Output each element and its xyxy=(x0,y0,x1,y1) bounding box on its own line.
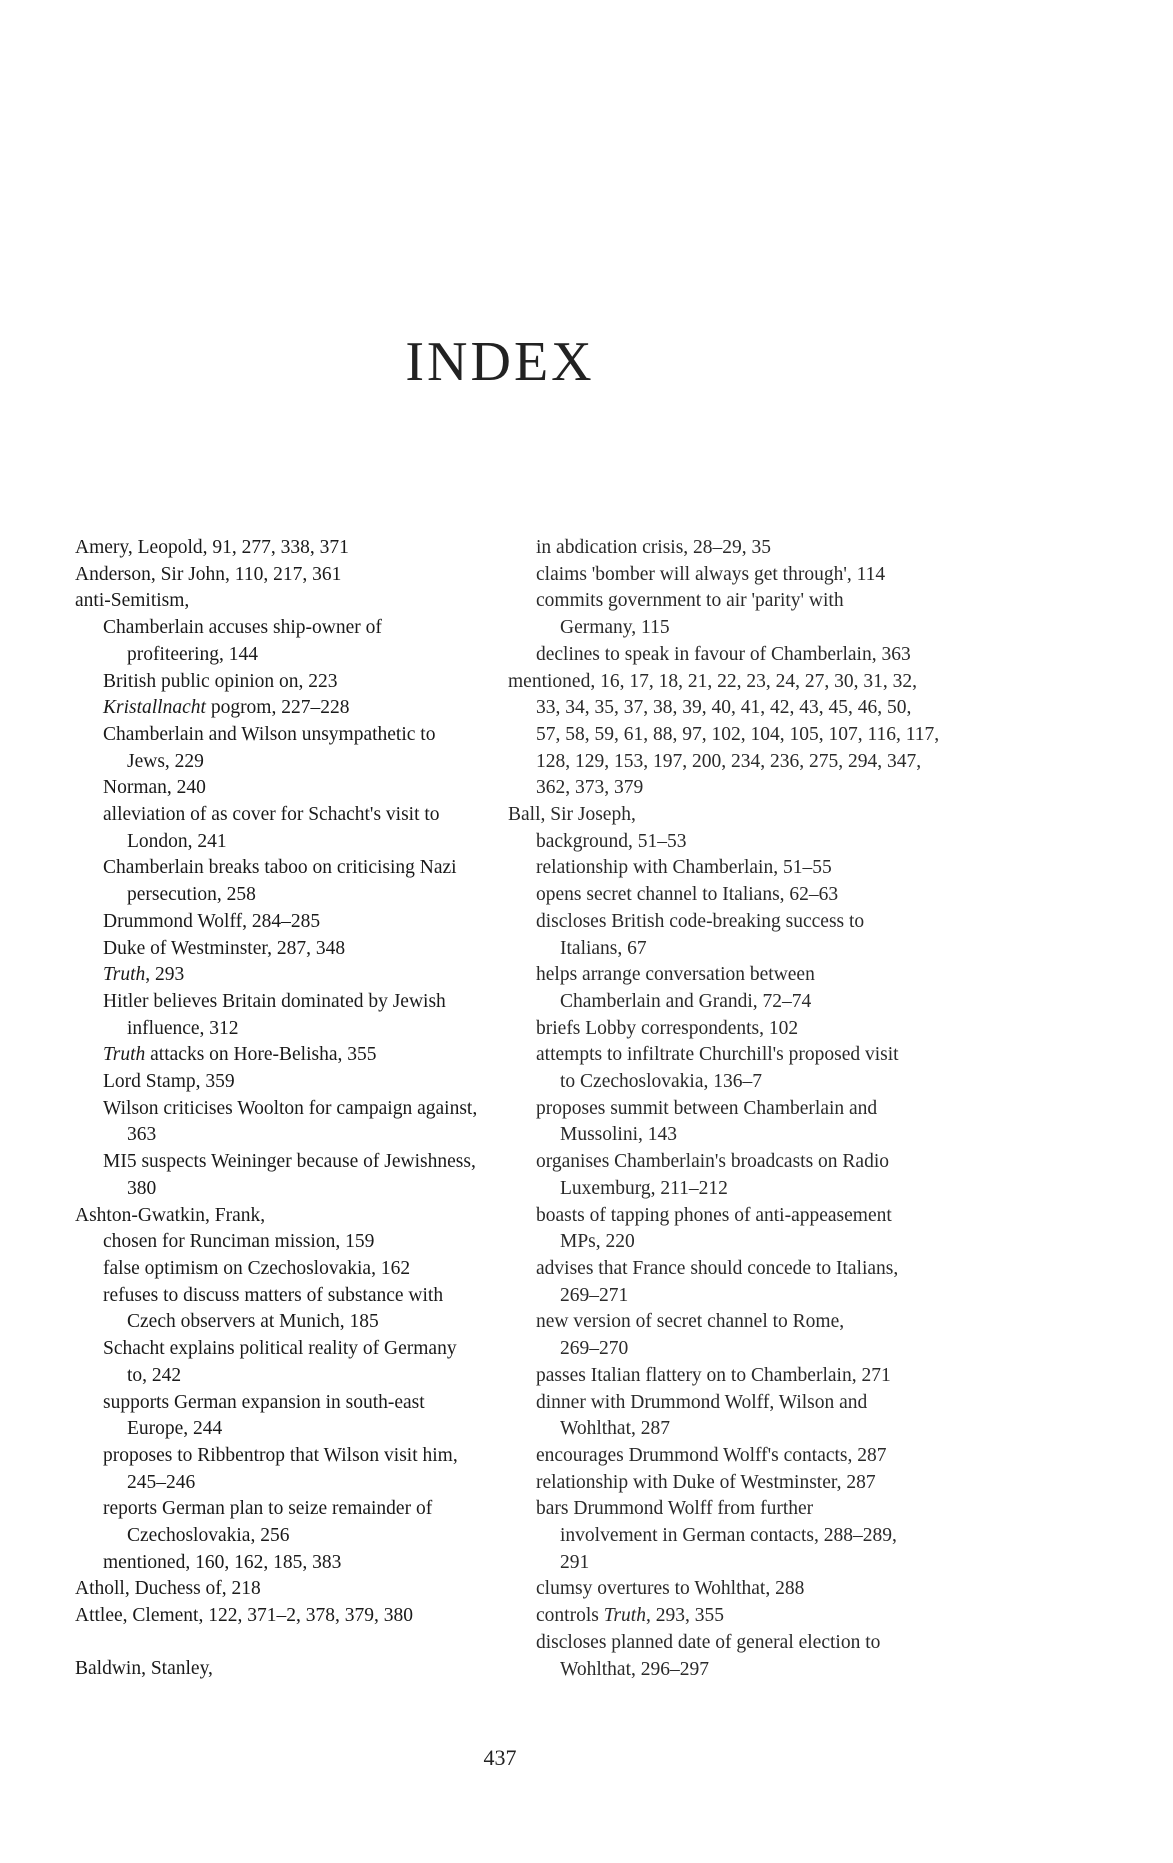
index-subentry: 363 xyxy=(127,1124,157,1146)
index-subentry: 380 xyxy=(127,1177,157,1199)
index-subentry: proposes to Ribbentrop that Wilson visit him, xyxy=(103,1444,458,1466)
index-subentry: Wohlthat, 296–297 xyxy=(560,1658,710,1680)
index-subentry: influence, 312 xyxy=(127,1017,239,1039)
index-subentry: claims 'bomber will always get through', 114 xyxy=(536,563,886,585)
index-headword: Anderson, Sir John, 110, 217, 361 xyxy=(75,563,342,585)
index-subentry: Chamberlain breaks taboo on criticising Nazi xyxy=(103,857,457,879)
index-subentry: relationship with Duke of Westminster, 287 xyxy=(536,1471,876,1493)
index-headword: Baldwin, Stanley, xyxy=(75,1657,213,1679)
index-subentry: chosen for Runciman mission, 159 xyxy=(103,1231,375,1253)
index-subentry: Truth, 293 xyxy=(103,964,185,986)
italic-title: Truth xyxy=(603,1605,646,1627)
index-headword: anti-Semitism, xyxy=(75,590,190,612)
index-subentry: in abdication crisis, 28–29, 35 xyxy=(536,537,772,558)
index-subentry: bars Drummond Wolff from further xyxy=(536,1498,814,1520)
index-subentry: new version of secret channel to Rome, xyxy=(536,1311,845,1333)
italic-title: Truth xyxy=(103,964,146,986)
index-headword: Ashton-Gwatkin, Frank, xyxy=(75,1204,266,1226)
index-headword: Ball, Sir Joseph, xyxy=(508,804,636,826)
italic-title: Truth xyxy=(103,1044,146,1066)
index-subentry: Schacht explains political reality of Germany xyxy=(103,1338,457,1360)
index-subentry: encourages Drummond Wolff's contacts, 287 xyxy=(536,1444,887,1466)
index-subentry: MPs, 220 xyxy=(560,1231,635,1253)
index-subentry: persecution, 258 xyxy=(127,884,256,906)
index-headword: Attlee, Clement, 122, 371–2, 378, 379, 380 xyxy=(75,1605,413,1627)
index-subentry: passes Italian flattery on to Chamberlain, 271 xyxy=(536,1364,891,1386)
index-subentry: alleviation of as cover for Schacht's visit to xyxy=(103,804,440,826)
index-subentry: relationship with Chamberlain, 51–55 xyxy=(536,857,832,879)
index-subentry: briefs Lobby correspondents, 102 xyxy=(536,1017,799,1039)
index-subentry: background, 51–53 xyxy=(536,830,687,852)
index-subentry: 128, 129, 153, 197, 200, 234, 236, 275, 294, 347, xyxy=(536,750,922,772)
page-number: 437 xyxy=(483,1745,517,1770)
index-subentry: Truth attacks on Hore-Belisha, 355 xyxy=(103,1044,377,1066)
index-subentry: mentioned, 160, 162, 185, 383 xyxy=(103,1551,342,1573)
index-subentry: Germany, 115 xyxy=(560,617,670,639)
index-subentry: Jews, 229 xyxy=(127,750,204,772)
italic-title: Kristallnacht xyxy=(103,697,206,719)
index-subentry: 291 xyxy=(560,1551,590,1573)
index-subentry: controls Truth, 293, 355 xyxy=(536,1605,724,1627)
index-subentry: 269–271 xyxy=(560,1284,629,1306)
index-subentry: Chamberlain and Grandi, 72–74 xyxy=(560,990,812,1012)
index-column-right xyxy=(508,535,968,1683)
index-subentry: to Czechoslovakia, 136–7 xyxy=(560,1071,762,1093)
index-subentry: opens secret channel to Italians, 62–63 xyxy=(536,884,839,906)
index-headword: Atholl, Duchess of, 218 xyxy=(75,1578,261,1600)
index-subentry: London, 241 xyxy=(127,830,227,852)
index-subentry: dinner with Drummond Wolff, Wilson and xyxy=(536,1391,868,1413)
index-subentry: Czech observers at Munich, 185 xyxy=(127,1311,379,1333)
index-subentry: attempts to infiltrate Churchill's proposed visit xyxy=(536,1044,899,1066)
index-subentry: Duke of Westminster, 287, 348 xyxy=(103,937,346,959)
index-subentry: Wohlthat, 287 xyxy=(560,1418,671,1440)
index-subentry: Europe, 244 xyxy=(127,1418,223,1440)
index-headword: Amery, Leopold, 91, 277, 338, 371 xyxy=(75,537,349,558)
index-subentry: Chamberlain and Wilson unsympathetic to xyxy=(103,723,436,745)
index-subentry: reports German plan to seize remainder of xyxy=(103,1498,433,1520)
index-subentry: Mussolini, 143 xyxy=(560,1124,678,1146)
index-subentry: British public opinion on, 223 xyxy=(103,670,338,692)
index-subentry: MI5 suspects Weininger because of Jewishness, xyxy=(103,1151,476,1173)
page-title: INDEX xyxy=(405,331,595,393)
index-subentry: Lord Stamp, 359 xyxy=(103,1071,235,1093)
index-subentry: advises that France should concede to Italians, xyxy=(536,1257,899,1279)
index-subentry: Wilson criticises Woolton for campaign against, xyxy=(103,1097,478,1119)
index-subentry: Drummond Wolff, 284–285 xyxy=(103,910,321,932)
index-subentry: 33, 34, 35, 37, 38, 39, 40, 41, 42, 43, 45, 46, 50, xyxy=(536,697,912,719)
index-subentry: Kristallnacht pogrom, 227–228 xyxy=(103,697,350,719)
index-subentry: 245–246 xyxy=(127,1471,196,1493)
index-subentry: organises Chamberlain's broadcasts on Radio xyxy=(536,1151,889,1173)
index-subentry: helps arrange conversation between xyxy=(536,964,815,986)
index-subentry: refuses to discuss matters of substance with xyxy=(103,1284,444,1306)
index-subentry: discloses planned date of general election to xyxy=(536,1631,881,1653)
index-subentry: Italians, 67 xyxy=(560,937,647,959)
index-subentry: Norman, 240 xyxy=(103,777,206,799)
index-subentry: 362, 373, 379 xyxy=(536,777,644,799)
index-subentry: Czechoslovakia, 256 xyxy=(127,1525,290,1547)
index-subentry: proposes summit between Chamberlain and xyxy=(536,1097,878,1119)
index-subentry: Hitler believes Britain dominated by Jewish xyxy=(103,990,446,1012)
entry-spacer xyxy=(75,1630,505,1656)
index-subentry: false optimism on Czechoslovakia, 162 xyxy=(103,1257,411,1279)
index-subentry: discloses British code-breaking success to xyxy=(536,910,865,932)
index-subentry: to, 242 xyxy=(127,1364,182,1386)
index-subentry: profiteering, 144 xyxy=(127,643,259,665)
index-subentry: boasts of tapping phones of anti-appeasement xyxy=(536,1204,892,1226)
index-subentry: Luxemburg, 211–212 xyxy=(560,1177,728,1199)
index-headword: mentioned, 16, 17, 18, 21, 22, 23, 24, 27, 30, 31, 32, xyxy=(508,670,917,692)
index-subentry: declines to speak in favour of Chamberlain, 363 xyxy=(536,643,911,665)
index-subentry: 57, 58, 59, 61, 88, 97, 102, 104, 105, 107, 116, 117, xyxy=(536,723,940,745)
index-subentry: involvement in German contacts, 288–289, xyxy=(560,1525,897,1547)
index-subentry: Chamberlain accuses ship-owner of xyxy=(103,617,382,639)
index-subentry: supports German expansion in south-east xyxy=(103,1391,425,1413)
index-subentry: commits government to air 'parity' with xyxy=(536,590,844,612)
index-subentry: clumsy overtures to Wohlthat, 288 xyxy=(536,1578,805,1600)
index-subentry: 269–270 xyxy=(560,1338,629,1360)
index-column-left xyxy=(75,535,505,1683)
